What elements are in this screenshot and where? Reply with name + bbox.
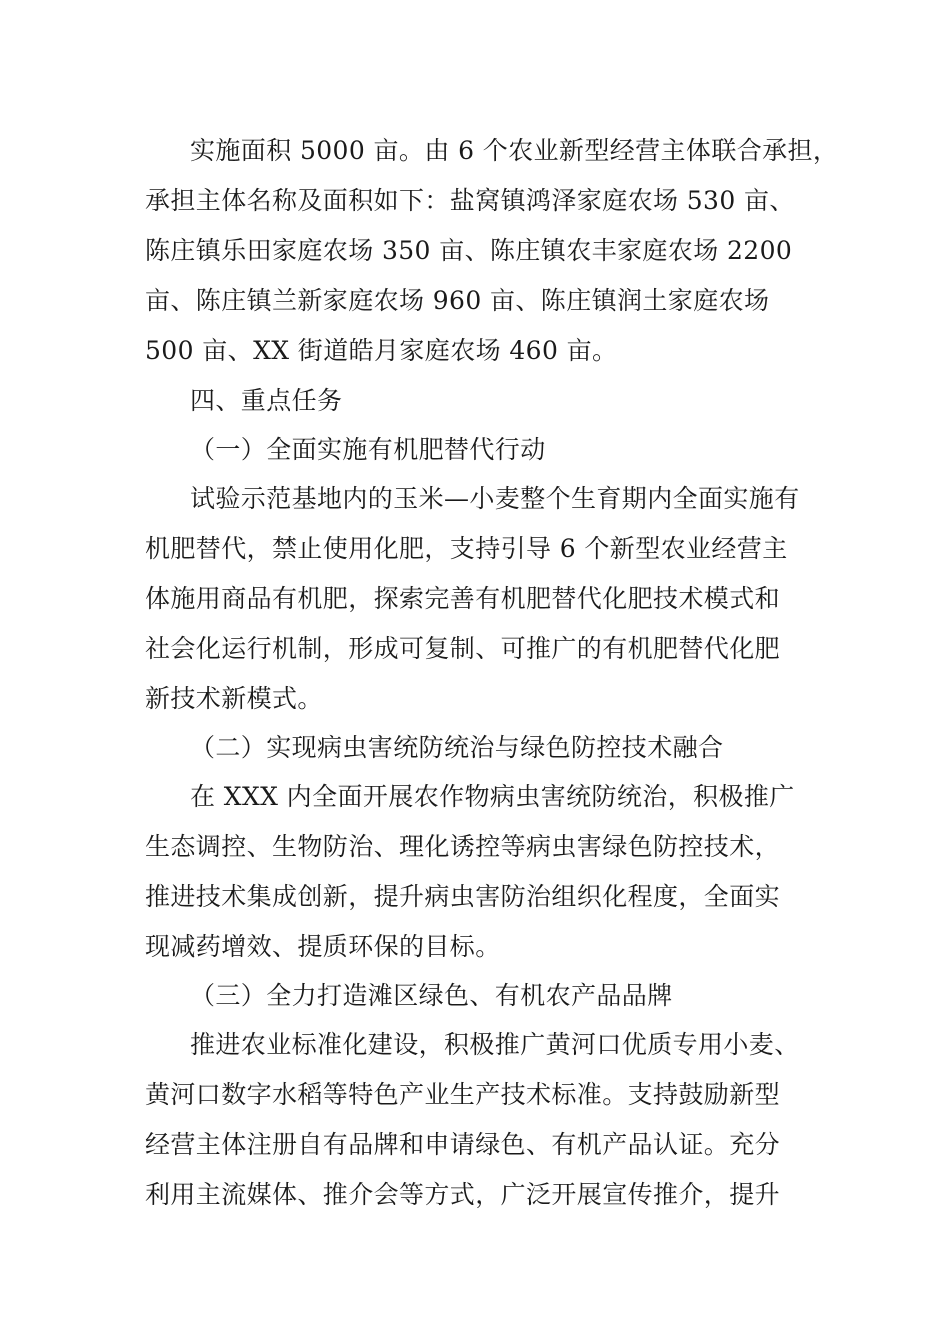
paragraph-line: 承担主体名称及面积如下：盐窝镇鸿泽家庭农场 530 亩、 <box>145 186 795 215</box>
subsection-heading: （三）全力打造滩区绿色、有机农产品品牌 <box>190 981 673 1010</box>
subsection-heading: （二）实现病虫害统防统治与绿色防控技术融合 <box>190 733 724 762</box>
paragraph-line: 试验示范基地内的玉米—小麦整个生育期内全面实施有 <box>190 484 800 513</box>
paragraph-line: 推进技术集成创新，提升病虫害防治组织化程度，全面实 <box>145 882 781 911</box>
subsection-heading: （一）全面实施有机肥替代行动 <box>190 435 546 464</box>
paragraph-line: 推进农业标准化建设，积极推广黄河口优质专用小麦、 <box>190 1030 800 1059</box>
paragraph-line: 体施用商品有机肥，探索完善有机肥替代化肥技术模式和 <box>145 584 781 613</box>
paragraph-line: 社会化运行机制，形成可复制、可推广的有机肥替代化肥 <box>145 634 781 663</box>
paragraph-line: 利用主流媒体、推介会等方式，广泛开展宣传推介，提升 <box>145 1180 781 1209</box>
paragraph-line: 新技术新模式。 <box>145 684 323 713</box>
paragraph-line: 生态调控、生物防治、理化诱控等病虫害绿色防控技术， <box>145 832 781 861</box>
paragraph-line: 黄河口数字水稻等特色产业生产技术标准。支持鼓励新型 <box>145 1080 781 1109</box>
paragraph-line: 亩、陈庄镇兰新家庭农场 960 亩、陈庄镇润土家庭农场 <box>145 286 770 315</box>
paragraph-line: 500 亩、XX 街道皓月家庭农场 460 亩。 <box>145 336 618 365</box>
paragraph-line: 机肥替代，禁止使用化肥，支持引导 6 个新型农业经营主 <box>145 534 788 563</box>
paragraph-line: 陈庄镇乐田家庭农场 350 亩、陈庄镇农丰家庭农场 2200 <box>145 236 793 265</box>
paragraph-line: 现减药增效、提质环保的目标。 <box>145 932 501 961</box>
paragraph-line: 经营主体注册自有品牌和申请绿色、有机产品认证。充分 <box>145 1130 781 1159</box>
paragraph-line: 在 XXX 内全面开展农作物病虫害统防统治，积极推广 <box>190 782 795 811</box>
section-heading: 四、重点任务 <box>190 386 343 415</box>
paragraph-line: 实施面积 5000 亩。由 6 个农业新型经营主体联合承担， <box>190 136 839 165</box>
